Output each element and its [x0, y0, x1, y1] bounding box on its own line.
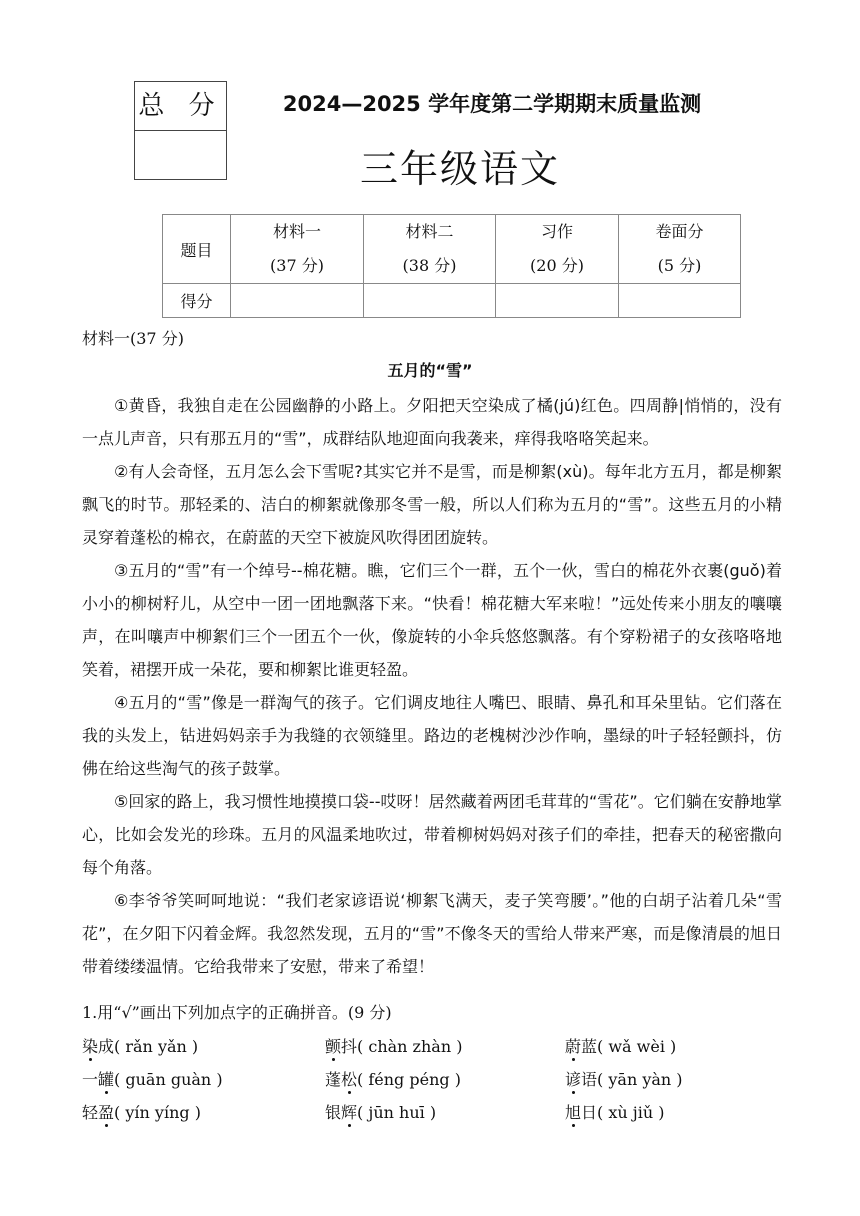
pinyin-item[interactable]: 谚语( yān yàn ): [565, 1067, 683, 1090]
paragraph: ④五月的“雪”像是一群淘气的孩子。它们调皮地往人嘴巴、眼睛、鼻孔和耳朵里钻。它们落在我的头发上，钻进妈妈亲手为我缝的衣领缝里。路边的老槐树沙沙作响，墨绿的叶子轻轻颤抖，仿佛在给这些淘气的孩子鼓掌。: [82, 693, 782, 778]
pinyin-item[interactable]: 颤抖( chàn zhàn ): [325, 1034, 462, 1057]
pinyin-item[interactable]: 旭日( xù jiǔ ): [565, 1100, 664, 1123]
paragraph: ①黄昏，我独自走在公园幽静的小路上。夕阳把天空染成了橘(jú)红色。四周静|悄悄的，没有一点儿声音，只有那五月的“雪”，成群结队地迎面向我袭来，痒得我咯咯笑起来。: [82, 396, 782, 448]
total-score-label: 总 分: [135, 82, 226, 131]
article-title: 五月的“雪”: [387, 361, 473, 380]
question-1-prompt: 1.用“√”画出下列加点字的正确拼音。(9 分): [82, 1003, 392, 1022]
column-neatness: 卷面分 (5 分): [619, 215, 741, 284]
paragraph: ⑤回家的路上，我习惯性地摸摸口袋--哎呀！居然藏着两团毛茸茸的“雪花”。它们躺在安静地掌心，比如会发光的珍珠。五月的风温柔地吹过，带着柳树妈妈对孩子们的牵挂，把春天的秘密撒向每个角落。: [82, 792, 782, 877]
section-heading: 材料一(37 分): [82, 329, 184, 348]
pinyin-item[interactable]: 蓬松( féng péng ): [325, 1067, 461, 1090]
pinyin-item[interactable]: 轻盈( yín yíng ): [82, 1100, 201, 1123]
row-label-items: 题目: [163, 215, 231, 284]
row-label-score: 得分: [163, 284, 231, 318]
pinyin-item[interactable]: 染成( rǎn yǎn ): [82, 1034, 198, 1057]
column-material-1: 材料一 (37 分): [231, 215, 364, 284]
subject-title: 三年级语文: [359, 147, 560, 191]
column-composition: 习作 (20 分): [496, 215, 619, 284]
pinyin-item[interactable]: 银辉( jūn huī ): [325, 1100, 436, 1123]
paragraph: ⑥李爷爷笑呵呵地说：“我们老家谚语说‘柳絮飞满天，麦子笑弯腰’。”他的白胡子沾着几朵“雪花”，在夕阳下闪着金辉。我忽然发现，五月的“雪”不像冬天的雪给人带来严寒，而是像清晨的旭日带着缕缕温情。它给我带来了安慰，带来了希望！: [82, 891, 782, 976]
paragraph: ②有人会奇怪，五月怎么会下雪呢?其实它并不是雪，而是柳絮(xù)。每年北方五月，都是柳絮飘飞的时节。那轻柔的、洁白的柳絮就像那冬雪一般，所以人们称为五月的“雪”。这些五月的小精灵穿着蓬松的棉衣，在蔚蓝的天空下被旋风吹得团团旋转。: [82, 462, 782, 547]
paragraph: ③五月的“雪”有一个绰号--棉花糖。瞧，它们三个一群，五个一伙，雪白的棉花外衣裹(guǒ)着小小的柳树籽儿，从空中一团一团地飘落下来。“快看！棉花糖大军来啦！”远处传来小朋友的嚷嚷声，在叫嚷声中柳絮们三个一团五个一伙，像旋转的小伞兵悠悠飘落。有个穿粉裙子的女孩咯咯地笑着，裙摆开成一朵花，要和柳絮比谁更轻盈。: [82, 561, 782, 679]
column-material-2: 材料二 (38 分): [364, 215, 496, 284]
pinyin-item[interactable]: 一罐( guān guàn ): [82, 1067, 223, 1090]
exam-title: 2024—2025 学年度第二学期期末质量监测: [282, 92, 702, 116]
pinyin-item[interactable]: 蔚蓝( wǎ wèi ): [565, 1034, 676, 1057]
